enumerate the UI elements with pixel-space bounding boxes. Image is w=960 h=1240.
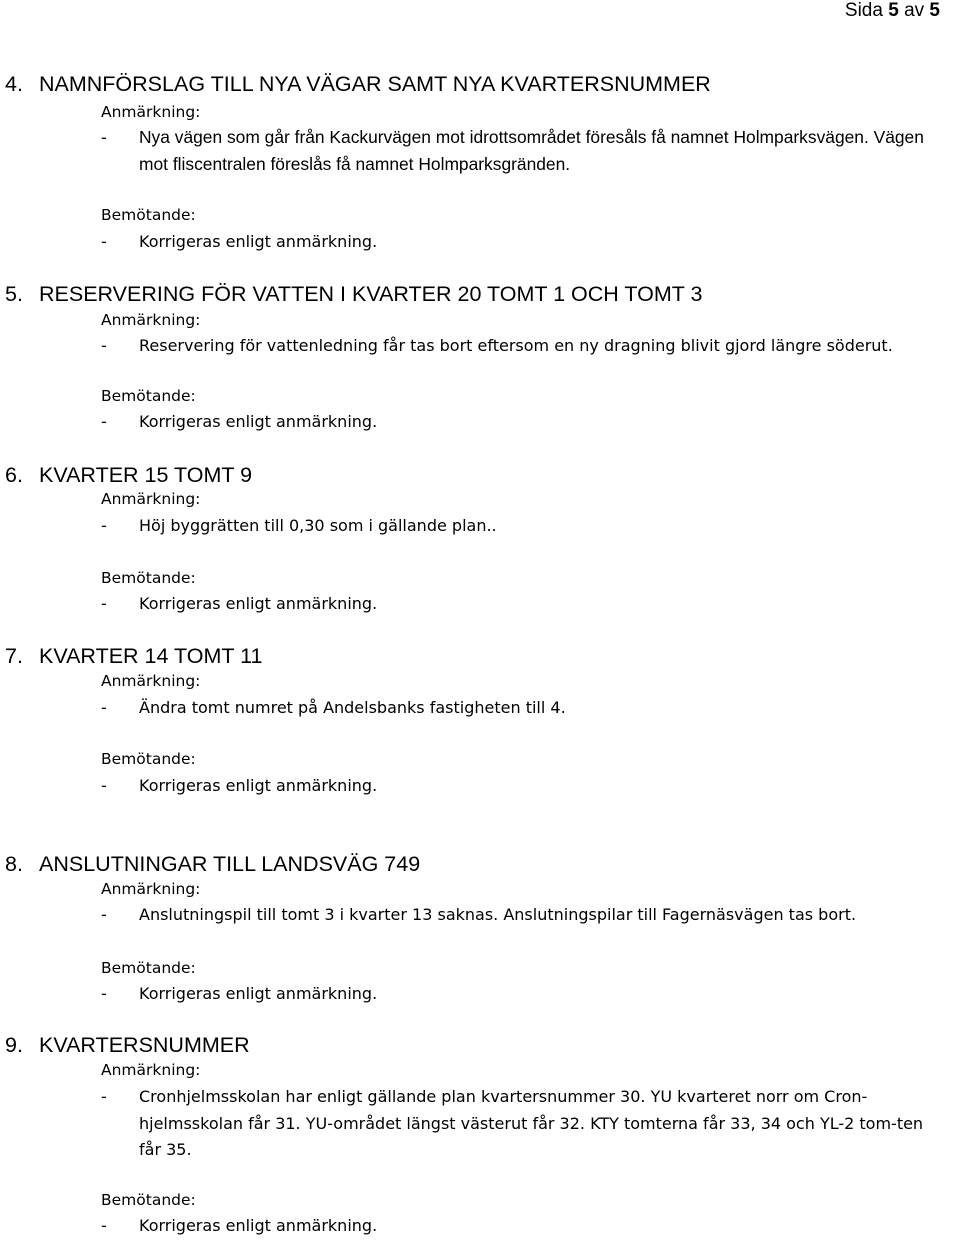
page-number: 5 [888, 0, 899, 21]
reply-item [101, 591, 951, 618]
reply-text: Korrigeras enligt anmärkning. [139, 1216, 378, 1235]
section-title: KVARTER 15 TOMT 9 [39, 463, 253, 487]
remark-label: Anmärkning: [101, 311, 201, 329]
remark-text: Reservering för vattenledning får tas bort eftersom en ny dragning blivit gjord längre söderut. [139, 336, 893, 355]
bullet-dash: - [101, 905, 107, 924]
remark-item [101, 695, 951, 722]
page-total: 5 [929, 0, 940, 21]
reply-item [101, 409, 951, 436]
reply-label: Bemötande: [101, 569, 196, 587]
reply-item [101, 773, 951, 800]
section-title: ANSLUTNINGAR TILL LANDSVÄG 749 [39, 852, 421, 876]
reply-text: Korrigeras enligt anmärkning. [139, 594, 378, 613]
remark-text: Nya vägen som går från Kackurvägen mot idrottsområdet föresåls få namnet Holmparksvägen. Vägen mot fliscentralen föreslås få namnet Holmparksgränden. [139, 127, 924, 174]
bullet-dash: - [101, 336, 107, 355]
section-title: KVARTERSNUMMER [39, 1033, 250, 1057]
reply-label: Bemötande: [101, 206, 196, 224]
reply-label: Bemötande: [101, 1191, 196, 1209]
page-of-label: av [904, 0, 925, 21]
bullet-dash: - [101, 232, 107, 251]
section-title: NAMNFÖRSLAG TILL NYA VÄGAR SAMT NYA KVARTERSNUMMER [39, 72, 711, 96]
section-number: 6. [5, 463, 23, 487]
remark-label: Anmärkning: [101, 1061, 201, 1079]
section-title: KVARTER 14 TOMT 11 [39, 644, 263, 668]
section-number: 8. [5, 852, 23, 876]
bullet-dash: - [101, 776, 107, 795]
reply-text: Korrigeras enligt anmärkning. [139, 776, 378, 795]
section-title: RESERVERING FÖR VATTEN I KVARTER 20 TOMT 1 OCH TOMT 3 [39, 282, 703, 306]
remark-item [101, 333, 951, 360]
bullet-dash: - [101, 412, 107, 431]
remark-label: Anmärkning: [101, 490, 201, 508]
page-label: Sida [844, 0, 883, 21]
remark-label: Anmärkning: [101, 672, 201, 690]
remark-item [101, 124, 951, 177]
bullet-dash: - [101, 984, 107, 1003]
remark-label: Anmärkning: [101, 103, 201, 121]
reply-text: Korrigeras enligt anmärkning. [139, 984, 378, 1003]
remark-item [101, 1084, 951, 1164]
bullet-dash: - [101, 594, 107, 613]
reply-item [101, 1213, 951, 1240]
remark-text: Höj byggrätten till 0,30 som i gällande plan.. [139, 516, 497, 535]
bullet-dash: - [101, 1087, 107, 1106]
remark-text: Ändra tomt numret på Andelsbanks fastigheten till 4. [139, 698, 566, 717]
remark-item [101, 902, 951, 929]
reply-item [101, 981, 951, 1008]
remark-item [101, 513, 951, 540]
bullet-dash: - [101, 698, 107, 717]
remark-text: Anslutningspil till tomt 3 i kvarter 13 saknas. Anslutningspilar till Fagernäsvägen tas bort. [139, 905, 857, 924]
remark-text: Cronhjelmsskolan har enligt gällande plan kvartersnummer 30. YU kvarteret norr om Cron-hjelmsskolan får 31. YU-området längst västerut får 32. KTY tomterna får 33, 34 och YL-2 tom-ten får 35. [139, 1087, 924, 1159]
bullet-dash: - [101, 516, 107, 535]
reply-label: Bemötande: [101, 959, 196, 977]
remark-label: Anmärkning: [101, 880, 201, 898]
bullet-dash: - [101, 1216, 107, 1235]
reply-label: Bemötande: [101, 750, 196, 768]
bullet-dash: - [101, 127, 107, 147]
reply-label: Bemötande: [101, 387, 196, 405]
section-number: 5. [5, 282, 23, 306]
reply-item [101, 229, 951, 256]
section-number: 9. [5, 1033, 23, 1057]
section-number: 7. [5, 644, 23, 668]
section-number: 4. [5, 72, 23, 96]
reply-text: Korrigeras enligt anmärkning. [139, 232, 378, 251]
reply-text: Korrigeras enligt anmärkning. [139, 412, 378, 431]
page-header [845, 0, 940, 22]
